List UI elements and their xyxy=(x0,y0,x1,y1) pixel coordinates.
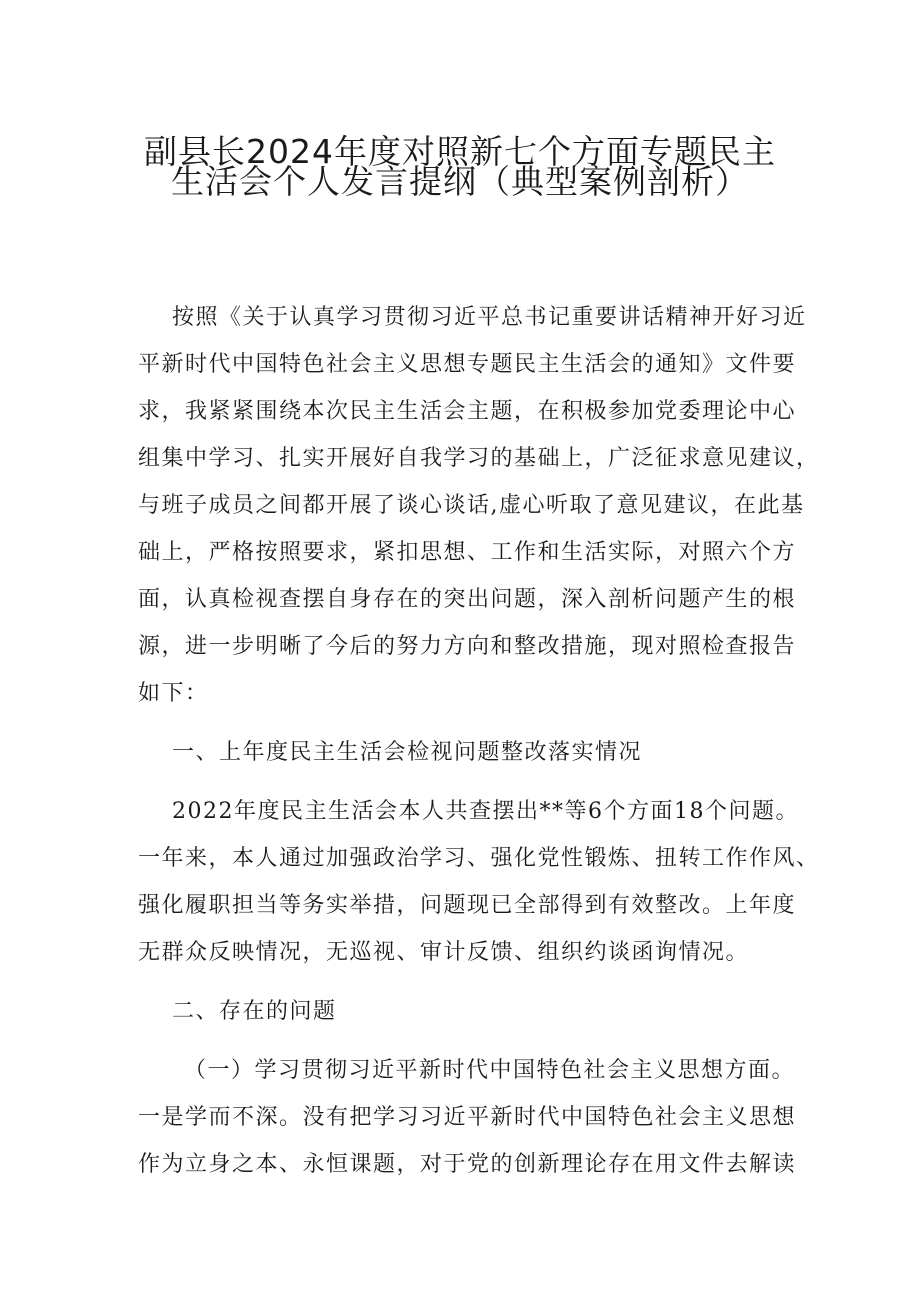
document-title-line-2: 生活会个人发言提纲（典型案例剖析） xyxy=(171,162,749,201)
body-paragraph-line: 源，进一步明晰了今后的努力方向和整改措施，现对照检查报告 xyxy=(138,634,797,659)
body-paragraph-line: 作为立身之本、永恒课题，对于党的创新理论存在用文件去解读 xyxy=(138,1152,797,1177)
body-paragraph-line: 求，我紧紧围绕本次民主生活会主题，在积极参加党委理论中心 xyxy=(138,399,797,424)
body-paragraph-line: 与班子成员之间都开展了谈心谈话,虚心听取了意见建议，在此基 xyxy=(138,493,805,518)
subsection-heading-1: （一）学习贯彻习近平新时代中国特色社会主义思想方面。 xyxy=(184,1058,796,1083)
body-paragraph-line: 2022年度民主生活会本人共查摆出**等6个方面18个问题。 xyxy=(172,799,799,824)
body-paragraph-line: 础上，严格按照要求，紧扣思想、工作和生活实际，对照六个方 xyxy=(138,540,797,565)
body-paragraph-line: 无群众反映情况，无巡视、审计反馈、组织约谈函询情况。 xyxy=(138,940,750,965)
body-paragraph-line: 面，认真检视查摆自身存在的突出问题，深入剖析问题产生的根 xyxy=(138,587,797,612)
body-paragraph-line: 一年来，本人通过加强政治学习、强化党性锻炼、扭转工作作风、 xyxy=(138,846,820,871)
body-paragraph-line: 平新时代中国特色社会主义思想专题民主生活会的通知》文件要 xyxy=(138,352,797,377)
body-paragraph-line: 强化履职担当等务实举措，问题现已全部得到有效整改。上年度 xyxy=(138,893,797,918)
body-paragraph-line: 一是学而不深。没有把学习习近平新时代中国特色社会主义思想 xyxy=(138,1105,797,1130)
body-paragraph-line: 按照《关于认真学习贯彻习近平总书记重要讲话精神开好习近 xyxy=(172,305,807,330)
body-paragraph-line: 组集中学习、扎实开展好自我学习的基础上，广泛征求意见建议， xyxy=(138,446,820,471)
section-heading-2: 二、存在的问题 xyxy=(172,999,337,1024)
document-title-line-1: 副县长2024年度对照新七个方面专题民主 xyxy=(144,132,776,171)
body-paragraph-line: 如下： xyxy=(138,681,209,706)
section-heading-1: 一、上年度民主生活会检视问题整改落实情况 xyxy=(172,740,643,765)
